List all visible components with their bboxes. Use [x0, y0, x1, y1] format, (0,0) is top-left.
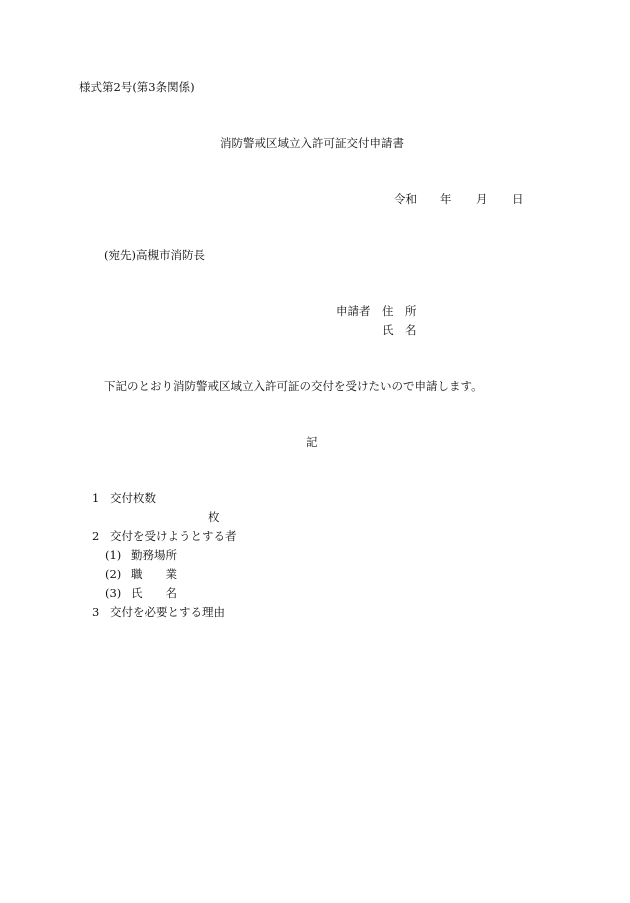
ki-heading: 記	[306, 435, 318, 449]
date-year: 年	[440, 192, 452, 206]
item-2-sub-3-number: (3)	[105, 586, 122, 600]
item-2-sub-1-label: 勤務場所	[131, 548, 177, 562]
applicant-address-label: 住 所	[382, 304, 417, 318]
item-2-sub-3-label: 氏 名	[131, 586, 177, 600]
date-era: 令和	[394, 192, 417, 206]
item-2-sub-2-label: 職 業	[131, 567, 177, 581]
item-2-sub-2-number: (2)	[105, 567, 122, 581]
item-2-sub-1-number: (1)	[105, 548, 122, 562]
applicant-name-label: 氏 名	[382, 323, 417, 337]
addressee: (宛先)高槻市消防長	[104, 248, 205, 262]
document-title: 消防警戒区域立入許可証交付申請書	[220, 136, 404, 150]
item-3-label: 交付を必要とする理由	[110, 605, 225, 619]
item-3-number: 3	[92, 605, 100, 619]
form-number: 様式第2号(第3条関係)	[79, 80, 195, 94]
item-1-label: 交付枚数	[110, 491, 156, 505]
item-2-number: 2	[92, 529, 100, 543]
item-1-unit: 枚	[208, 510, 220, 524]
date-month: 月	[476, 192, 488, 206]
body-text: 下記のとおり消防警戒区域立入許可証の交付を受けたいので申請します。	[104, 379, 483, 393]
applicant-label: 申請者	[336, 304, 371, 318]
item-2-label: 交付を受けようとする者	[110, 529, 237, 543]
date-day: 日	[512, 192, 524, 206]
item-1-number: 1	[92, 491, 100, 505]
